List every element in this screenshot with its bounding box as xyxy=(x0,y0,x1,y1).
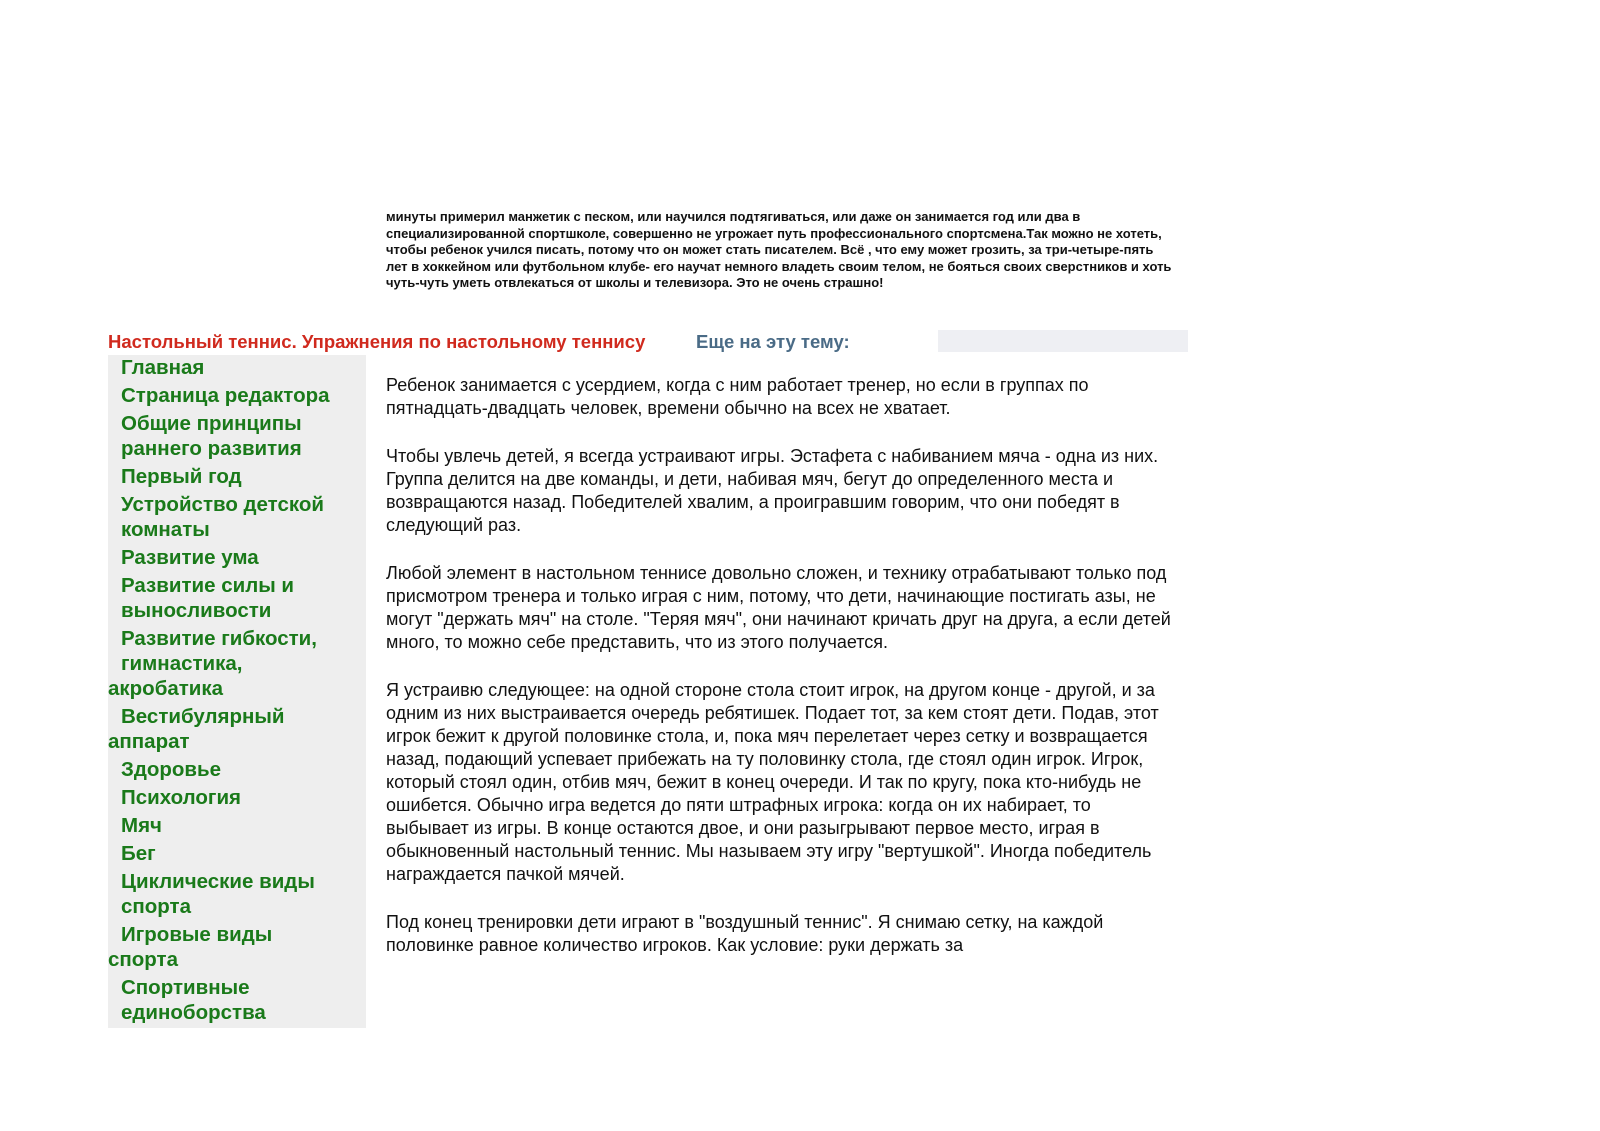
sidebar-item-label: комнаты xyxy=(121,518,210,541)
sidebar-item-label: Страница редактора xyxy=(121,384,330,407)
nav-list xyxy=(108,355,366,1025)
sidebar-item-cyclic-sports[interactable] xyxy=(108,869,366,919)
sidebar-item-psychology[interactable] xyxy=(108,785,366,810)
sidebar-item-editor-page[interactable] xyxy=(108,383,366,408)
sidebar-item-label: Главная xyxy=(121,356,205,379)
sidebar-item-label: раннего развития xyxy=(121,437,302,460)
search-box[interactable] xyxy=(938,330,1188,352)
sidebar-item-team-sports[interactable] xyxy=(108,922,366,972)
article-paragraph: Я устраивю следующее: на одной стороне стола стоит игрок, на другом конце - другой, и за одним из них выстраивается очередь ребятишек. Подает тот, за кем стоят дети. Подав, этот игрок бежит к другой половинке стола, и, пока мяч перелетает через сетку и возвращается назад, подающий успевает прибежать на ту половинку стола, где стоял один игрок. Игрок, который стоял один, отбив мяч, бежит в конец очереди. И так по кругу, пока кто-нибудь не ошибется. Обычно игра ведется до пяти штрафных игрока: когда он их набирает, то выбывает из игры. В конце остаются двое, и они разыгрывают первое место, играя в обыкновенный настольный теннис. Мы называем эту игру "вертушкой". Иногда победитель награждается пачкой мячей. xyxy=(386,680,1159,884)
sidebar-item-vestibular[interactable] xyxy=(108,704,366,754)
sidebar-item-health[interactable] xyxy=(108,757,366,782)
header-row xyxy=(108,328,1188,354)
article-paragraph: Ребенок занимается с усердием, когда с ним работает тренер, но если в группах по пятнадцать-двадцать человек, времени обычно на всех не хватает. xyxy=(386,375,1089,418)
sidebar-item-label: Развитие силы и xyxy=(121,574,295,597)
sidebar-item-label: Мяч xyxy=(121,814,162,837)
article-paragraph: Под конец тренировки дети играют в "воздушный теннис". Я снимаю сетку, на каждой половинке равное количество игроков. Как условие: руки держать за xyxy=(386,912,1104,955)
article-content xyxy=(386,374,1176,982)
sidebar-nav xyxy=(108,355,366,1028)
sidebar-item-label: Здоровье xyxy=(121,758,222,781)
sidebar-item-early-development[interactable] xyxy=(108,411,366,461)
sidebar-item-ball[interactable] xyxy=(108,813,366,838)
site-title-link[interactable]: Настольный теннис. Упражнения по настольному теннису xyxy=(108,331,646,352)
sidebar-item-label: Циклические виды xyxy=(121,870,315,893)
sidebar-item-label: Спортивные xyxy=(121,976,250,999)
sidebar-item-label: гимнастика, xyxy=(121,652,243,675)
sidebar-item-label: Бег xyxy=(121,842,156,865)
sidebar-item-mind-development[interactable] xyxy=(108,545,366,570)
sidebar-item-label: Игровые виды xyxy=(121,923,273,946)
sidebar-item-strength-endurance[interactable] xyxy=(108,573,366,623)
top-excerpt: минуты примерил манжетик с песком, или научился подтягиваться, или даже он занимается год или два в специализированной спортшколе, совершенно не угрожает путь профессионального спортсмена.Так можно не хотеть, чтобы ребенок учился писать, потому что он может стать писателем. Всё , что ему может грозить, за три-четыре-пять лет в хоккейном или футбольном клубе- его научат немного владеть своим телом, не бояться своих сверстников и хоть чуть-чуть уметь отвлекаться от школы и телевизора. Это не очень страшно! xyxy=(386,209,1172,291)
sidebar-item-label: спорта xyxy=(108,948,178,971)
sidebar-item-label: спорта xyxy=(121,895,191,918)
sidebar-item-martial-arts[interactable] xyxy=(108,975,366,1025)
article-paragraph: Любой элемент в настольном теннисе довольно сложен, и технику отрабатывают только под присмотром тренера и только играя с ним, потому, что дети, начинающие постигать азы, не могут "держать мяч" на столе. "Теряя мяч", они начинают кричать друг на друга, а если детей много, то можно себе представить, что из этого получается. xyxy=(386,563,1171,652)
sidebar-item-flexibility[interactable] xyxy=(108,626,366,701)
more-topic-label: Еще на эту тему: xyxy=(696,331,850,352)
sidebar-item-home[interactable] xyxy=(108,355,366,380)
sidebar-item-label: Психология xyxy=(121,786,242,809)
sidebar-item-label: Общие принципы xyxy=(121,412,302,435)
sidebar-item-label: Устройство детской xyxy=(121,493,324,516)
sidebar-item-first-year[interactable] xyxy=(108,464,366,489)
article-paragraph: Чтобы увлечь детей, я всегда устраивают игры. Эстафета с набиванием мяча - одна из них. Группа делится на две команды, и дети, набивая мяч, бегут до определенного места и возвращаются назад. Победителей хвалим, а проигравшим говорим, что они победят в следующий раз. xyxy=(386,446,1159,535)
sidebar-item-label: акробатика xyxy=(108,677,224,700)
sidebar-item-label: Первый год xyxy=(121,465,242,488)
sidebar-item-label: Развитие гибкости, xyxy=(121,627,317,650)
sidebar-item-kids-room[interactable] xyxy=(108,492,366,542)
sidebar-item-label: выносливости xyxy=(121,599,272,622)
sidebar-item-label: Развитие ума xyxy=(121,546,259,569)
sidebar-item-running[interactable] xyxy=(108,841,366,866)
sidebar-item-label: единоборства xyxy=(121,1001,266,1024)
sidebar-item-label: аппарат xyxy=(108,730,190,753)
sidebar-item-label: Вестибулярный xyxy=(121,705,285,728)
